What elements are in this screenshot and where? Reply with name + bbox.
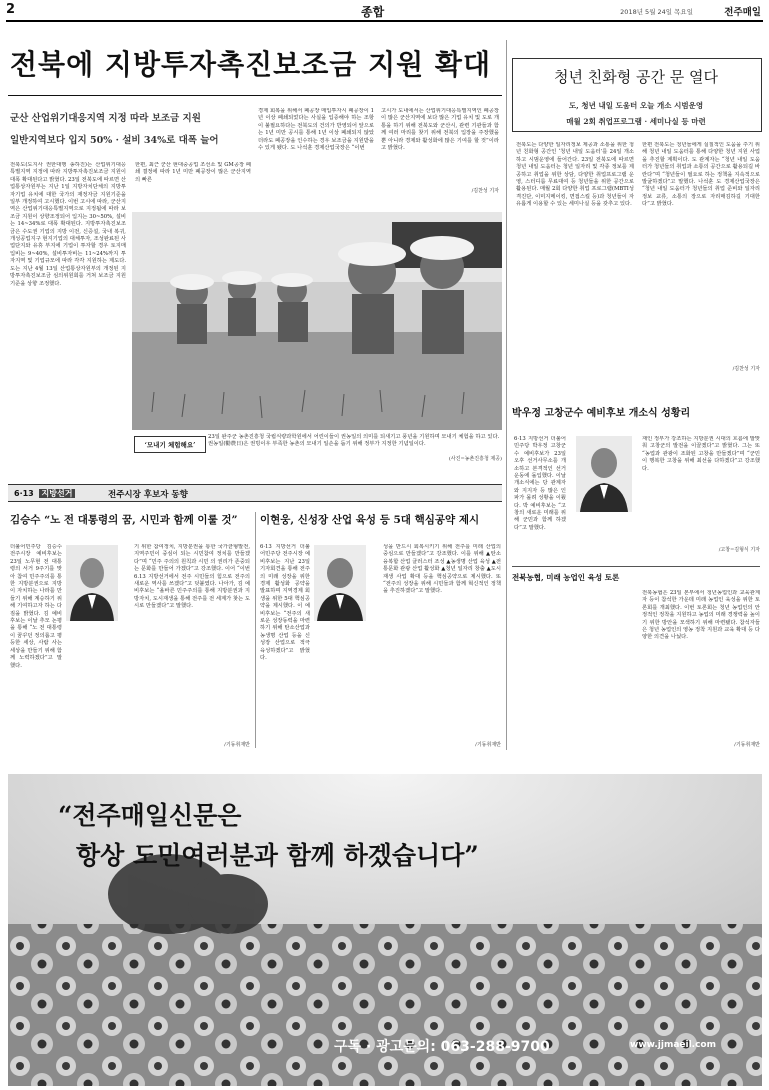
portrait-illustration <box>314 545 366 621</box>
portrait-illustration <box>576 436 632 512</box>
column-divider <box>255 512 256 748</box>
lee-body-left: 6·13 지방선거 더불어민주당 전주시장 예비후보는 지난 23일 기자회견을 통해 전주의 미래 성장을 위한 경제 활성화 공약을 발표하며 지역경제 회생을 위한 5대 핵심공약을 제시했다. 이 예비후보는 “전주의 새로운 성장동력을 마련하기 위해 탄소산업과 농생명 산업 등을 신성장 산업으로 적극 육성하겠다”고 밝혔다. <box>260 544 310 662</box>
right-headline: 청년 친화형 공간 문 열다 <box>554 68 718 86</box>
issue-date: 2018년 5월 24일 목요일 <box>620 8 693 16</box>
kim-body-right: 기 위한 참여정치, 지방분권을 통한 국가균형발전, 지역주민이 중심이 되는 시민참여 정치를 만들겠다”며 “민주 주의의 원칙과 시민 의 권리가 존중되는 문화를 만들어 가겠다”고 강조했다. 이어 “이번 6.13 지방선거에서 전주 시민들의 힘으로 전주의 새로운 역사를 쓰겠다”고 덧붙였다. 나아가, 김 예비후보는 “올바른 민주주의를 통해 지방분권과 지방자치, 도시재생을 통해 전주를 전 세계가 찾는 도시로 만들겠다”고 말했다. <box>134 544 250 610</box>
park-byline: /고창=김형식 기자 <box>718 547 760 553</box>
ad-url: www.jjmaeil.com <box>630 1040 716 1050</box>
lee-portrait <box>314 545 366 621</box>
lead-headline: 전북에 지방투자촉진보조금 지원 확대 <box>10 48 492 81</box>
park-body-right: 재인 정부가 강조하는 지방분권 시대의 흐름에 발맞춰 고창군의 발전을 이끌겠다”고 밝혔다. 그는 또 “농업과 관광이 조화된 고창을 만들겠다”며 “군민이 행복한 고창을 위해 최선을 다하겠다”고 강조했다. <box>642 436 760 472</box>
publisher-name: 전주매일 <box>724 7 761 18</box>
portrait-illustration <box>66 545 118 621</box>
right-subhead-1: 도, 청년 내일 도움터 오늘 개소 시범운영 <box>568 101 704 110</box>
kim-portrait <box>66 545 118 621</box>
section-divider <box>506 40 507 750</box>
right-body-col1: 전북도는 다양한 일자리정보 제공과 소통을 위한 청년 친화형 공간인 ‘청년 내일 도움터’를 24일 개소하고 시범운영에 들어간다. 23일 전북도에 따르면 청년 내일 도움터는 청년 일자리 및 각종 정보를 제공하고 취업을 위한 상담, 다양한 취업프로그램 운영, 스터디룸 무료대여 등 청년들을 위한 공간으로 활용된다. 매월 2회 다양한 취업 프로그램(MBTI성격진단, 이미지메이킹, 면접스킬 등)과 청년들이 자유롭게 이용할 수 있는 세미나실 등을 갖추고 있다. <box>516 142 634 208</box>
ad-contact: 구독 · 광고문의: 063-288-9700 <box>334 1039 550 1055</box>
park-body-left: 6·13 지방선거 더불어민주당 박우정 고창군수 예비후보가 23일 오후 선거사무소를 개소하고 본격적인 선거 운동에 돌입했다. 이날 개소식에는 당 관계자와 지지자 등 많은 인파가 몰려 성황을 이뤘다. 박 예비후보는 “고창의 새로운 미래를 위해 군민과 함께 하겠다”고 말했다. <box>514 436 566 531</box>
ad-banner <box>8 774 762 1086</box>
lead-body-col1: 전북도(도지사 권한대행 송하진)는 산업위기대응특별지역 지정에 따라 지방투자촉진보조금 지원이 대폭 확대된다고 밝혔다. 23일 전북도에 따르면 산업통상자원부는 지난 1일 지방자치단체의 지방투자기업 유치에 대한 국가의 재정자금 지원기준을 일부 개정하여 고시했다. 이번 고시에 따라, 군산지역은 산업위기대응특별지역으로 지정됨에 따라 보조금 지원이 상향조정되어 입지는 30~50%, 설비는 14~34%로 대폭 확대된다. 지방투자촉진보조금은 수도권 기업의 지방 이전, 신증설, 국내 복귀, 개성공업지구 현지기업의 대체투자, 조성완료된 사업단지와 유휴 부지에 기업이 투자할 경우 토지매입비는 9~40%, 설비투자비는 11~24%까지 투자지역 및 기업규모에 따라 각각 지원하는 제도다. 도는 지난 4월 13일 산업통상자원부의 개정된 지방투자촉진보조금 심의위원회를 거쳐 보조금 지원기준을 상향 조정했다. <box>10 162 126 287</box>
photo-caption-box: ‘모내기 체험해요’ <box>134 436 206 453</box>
nonghyup-body: 전북농협은 23일 본부에서 청년농업인과 교육관계자 등이 참석한 가운데 미래 농업인 육성을 위한 토론회를 개최했다. 이번 토론회는 청년 농업인의 안정적인 정착을 지원하고 농업의 미래 경쟁력을 높이기 위한 방안을 모색하기 위해 마련됐다. 참석자들은 청년 농업인의 영농 정착 지원과 교육 확대 등 다양한 의견을 나눴다. <box>642 590 760 641</box>
lee-byline: /기동취재반 <box>475 742 501 748</box>
photo-caption: 23일 완주군 농촌진흥청 국립식량과학원에서 어린이들이 권농일의 의미를 되새기고 풍년을 기원하며 모내기 체험을 하고 있다. 권농일(勸農日)은 권빙이우 부족한 농촌의 모내기 일손을 돕기 위해 정부가 지정한 기념일이다. <box>208 434 500 448</box>
lead-subhead-2: 일반지역보다 입지 50% · 설비 34%로 대폭 늘어 <box>10 135 219 146</box>
bottom-right-rule <box>512 566 760 567</box>
park-headline: 박우정 고창군수 예비후보 개소식 성황리 <box>512 408 691 419</box>
lee-body-right: 성을 반드시 회복시키기 위해 전주를 미래 산업의 중심으로 만들겠다”고 강조했다. 이를 위해 ▲탄소 융복합 산업 클러스터 조성 ▲농생명 산업 육성 ▲전통문화 관광 산업 활성화 ▲청년 일자리 창출 ▲도시재생 사업 확대 등을 핵심공약으로 제시했다. 또 “전주의 성장을 위해 시민들과 함께 혁신적인 정책을 추진하겠다”고 말했다. <box>383 544 501 595</box>
nonghyup-byline: /기동취재반 <box>734 742 760 748</box>
right-body-col2: 한편 전북도는 청년들에게 실질적인 도움을 주기 위해 청년 내일 도움터를 통해 다양한 청년 지원 사업을 추진할 계획이다. 도 관계자는 “청년 내일 도움터가 청년들의 취업과 소통의 공간으로 활용되길 바란다”며 “청년들이 필요로 하는 정책을 지속적으로 발굴하겠다”고 말했다. 나석훈 도 경제산업국장은 “청년 내일 도움터가 청년들의 취업 준비와 일자리 정보 교류, 소통의 장으로 자리매김하길 기대한다”고 밝혔다. <box>642 142 760 208</box>
nonghyup-headline: 전북농협, 미래 농업인 육성 토론 <box>512 573 620 582</box>
election-tag-label: 지방선거 <box>39 489 76 498</box>
headline-rule <box>8 95 502 96</box>
lead-subhead-1: 군산 산업위기대응지역 지정 따라 보조금 지원 <box>10 113 201 124</box>
photo-credit: (사진=농촌진흥청 제공) <box>448 456 502 462</box>
kim-byline: /기동취재반 <box>224 742 250 748</box>
rice-planting-photo <box>132 212 502 430</box>
election-tag-number: 6·13 <box>14 489 34 498</box>
ad-line-1: “전주매일신문은 <box>58 801 242 830</box>
section-name: 종합 <box>361 5 385 19</box>
lead-body-col2: 한편, 최근 군산 현대중공업 조선소 및 GM공장 폐쇄 결정에 따라 1년 미만 폐공장이 많은 군산지역의 빠른 <box>135 162 251 183</box>
page-number: 2 <box>6 2 16 17</box>
right-subhead-2: 매월 2회 취업프로그램 · 세미나실 등 마련 <box>566 117 706 126</box>
lead-byline: /김찬성 기자 <box>471 188 499 194</box>
election-tag <box>14 488 75 499</box>
lead-body-col3: 경제 회복을 위해서 폐공장 매입투자시 폐공장이 1년 이상 폐쇄되었다는 사실을 입증해야 하는 조항이 불필요하다는 전북도의 건의가 반영되어 앞으로는 1년 미만 공시를 통해 1년 이상 폐쇄되지 않았더라도 폐공장을 인수하는 경우 보조금을 지원받을 수 있게 됐다. 도 나석훈 경제산업국장은 “이번 <box>258 108 374 152</box>
nonghyup-body-left <box>514 590 632 738</box>
park-portrait <box>576 436 632 512</box>
lead-body-col4: 고시가 도내에서는 산업위기대응특별지역인 폐공장이 많은 군산지역에 보다 많은 기업 유치 및 도로 개통을 하기 위해 전북도와 군산시, 관련 기관들과 함께 여러 마리를 찾기 위해 전북의 입장을 주장했을 뿐 아니라 경제와 활성화에 많은 기여를 할 것”이라고 밝혔다. <box>381 108 499 152</box>
election-title: 전주시장 후보자 동향 <box>108 490 188 500</box>
right-byline: /김찬성 기자 <box>732 366 760 372</box>
lee-headline: 이현웅, 신성장 산업 육성 등 5대 핵심공약 제시 <box>260 514 480 526</box>
page-header <box>6 0 763 22</box>
kim-body-left: 더불어민주당 김승수 전주시장 예비후보는 23일 노무현 전 대통령의 서거 9주기를 맞아 참여 민주주의를 통한 지방분권으로 지방이 자치하는 나라를 만들기 위해 계승하기 위해 기여하고자 하는 다짐을 밝혔다. 김 예비후보는 이날 추모 논평을 통해 “노 전 대통령이 꿈꾸던 정의롭고 평등한 세상, 사람 사는 세상을 만들기 위해 함께 노력하겠다”고 말했다. <box>10 544 62 669</box>
photo-illustration <box>132 212 502 430</box>
kim-headline: 김승수 “노 전 대통령의 꿈, 시민과 함께 이룰 것” <box>10 514 238 526</box>
election-bar <box>8 484 502 502</box>
ad-line-2: 항상 도민여러분과 함께 하겠습니다” <box>76 841 479 870</box>
